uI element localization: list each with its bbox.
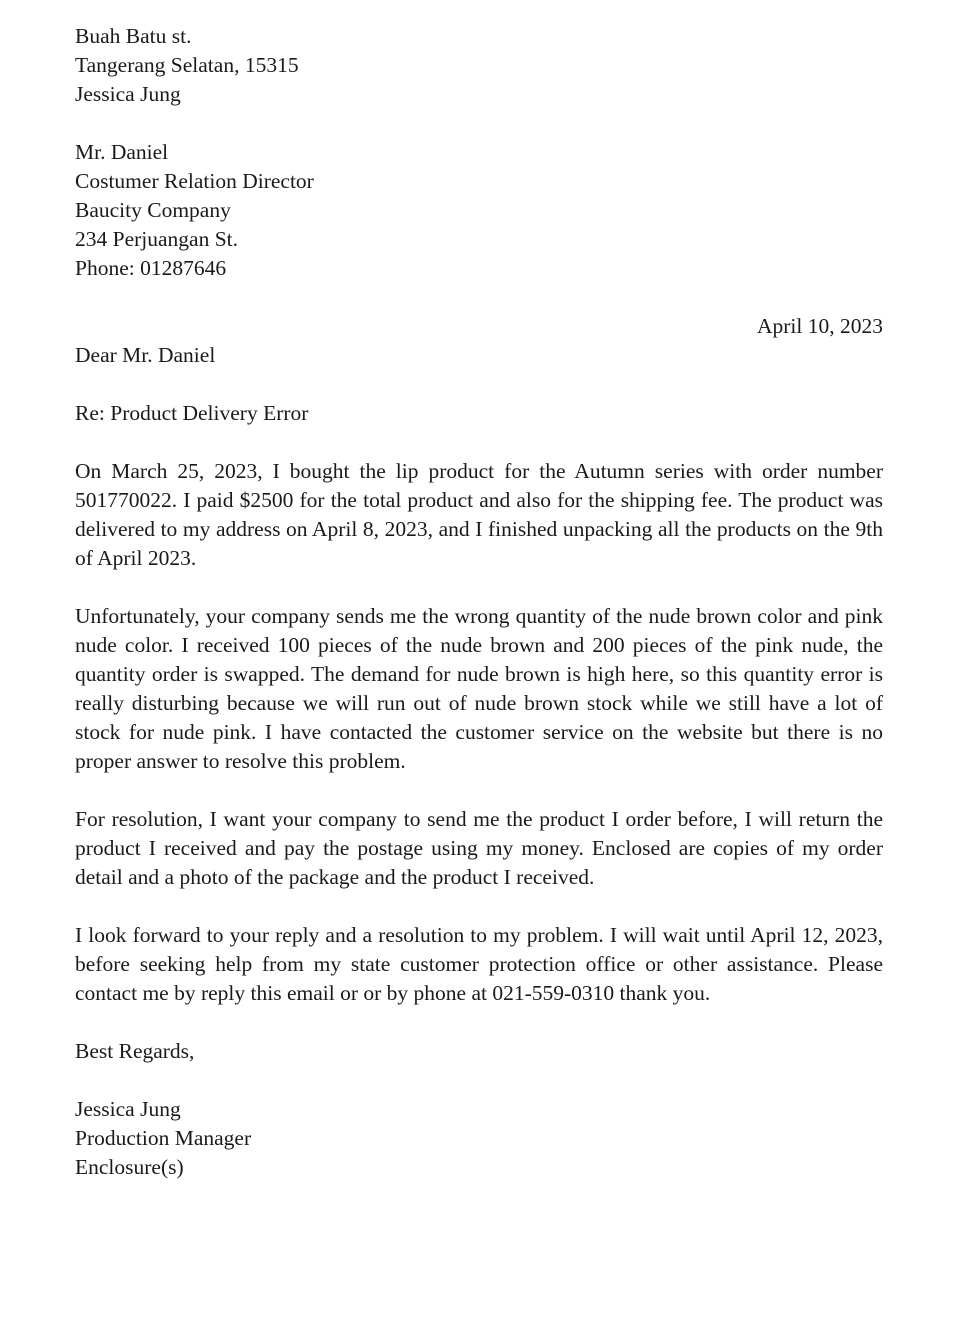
sender-street: Buah Batu st. — [75, 24, 192, 48]
signature-name: Jessica Jung — [75, 1097, 181, 1121]
body-paragraph-4: I look forward to your reply and a resolution to my problem. I will wait until April 12, 2023, before seeking help from my state customer protection office or other assistance. Please contact me by reply this email or or by phone at 021-559-0310 thank you. — [75, 923, 883, 1005]
body-paragraph-2: Unfortunately, your company sends me the wrong quantity of the nude brown color and pink nude color. I received 100 pieces of the nude brown and 200 pieces of the pink nude, the quantity order is swapped. The demand for nude brown is high here, so this quantity error is really disturbing because we will run out of nude brown stock while we still have a lot of stock for nude pink. I have contacted the customer service on the website but there is no proper answer to resolve this problem. — [75, 604, 883, 773]
recipient-title: Costumer Relation Director — [75, 169, 314, 193]
subject-line: Re: Product Delivery Error — [75, 401, 309, 425]
recipient-street: 234 Perjuangan St. — [75, 227, 239, 251]
recipient-name: Mr. Daniel — [75, 140, 169, 164]
enclosure-note: Enclosure(s) — [75, 1155, 184, 1179]
recipient-phone: Phone: 01287646 — [75, 256, 227, 280]
letter — [75, 22, 883, 1182]
signature-block — [75, 1095, 883, 1182]
signature-title: Production Manager — [75, 1126, 252, 1150]
letter-date: April 10, 2023 — [756, 314, 883, 338]
sender-city: Tangerang Selatan, 15315 — [75, 53, 299, 77]
closing: Best Regards, — [75, 1039, 195, 1063]
recipient-company: Baucity Company — [75, 198, 231, 222]
body-paragraph-1: On March 25, 2023, I bought the lip product for the Autumn series with order number 501770022. I paid $2500 for the total product and also for the shipping fee. The product was delivered to my address on April 8, 2023, and I finished unpacking all the products on the 9th of April 2023. — [75, 459, 883, 570]
salutation: Dear Mr. Daniel — [75, 343, 216, 367]
body-paragraph-3: For resolution, I want your company to send me the product I order before, I will return the product I received and pay the postage using my money. Enclosed are copies of my order detail and a photo of the package and the product I received. — [75, 807, 883, 889]
sender-name: Jessica Jung — [75, 82, 181, 106]
sender-address — [75, 22, 883, 109]
recipient-address — [75, 138, 883, 283]
